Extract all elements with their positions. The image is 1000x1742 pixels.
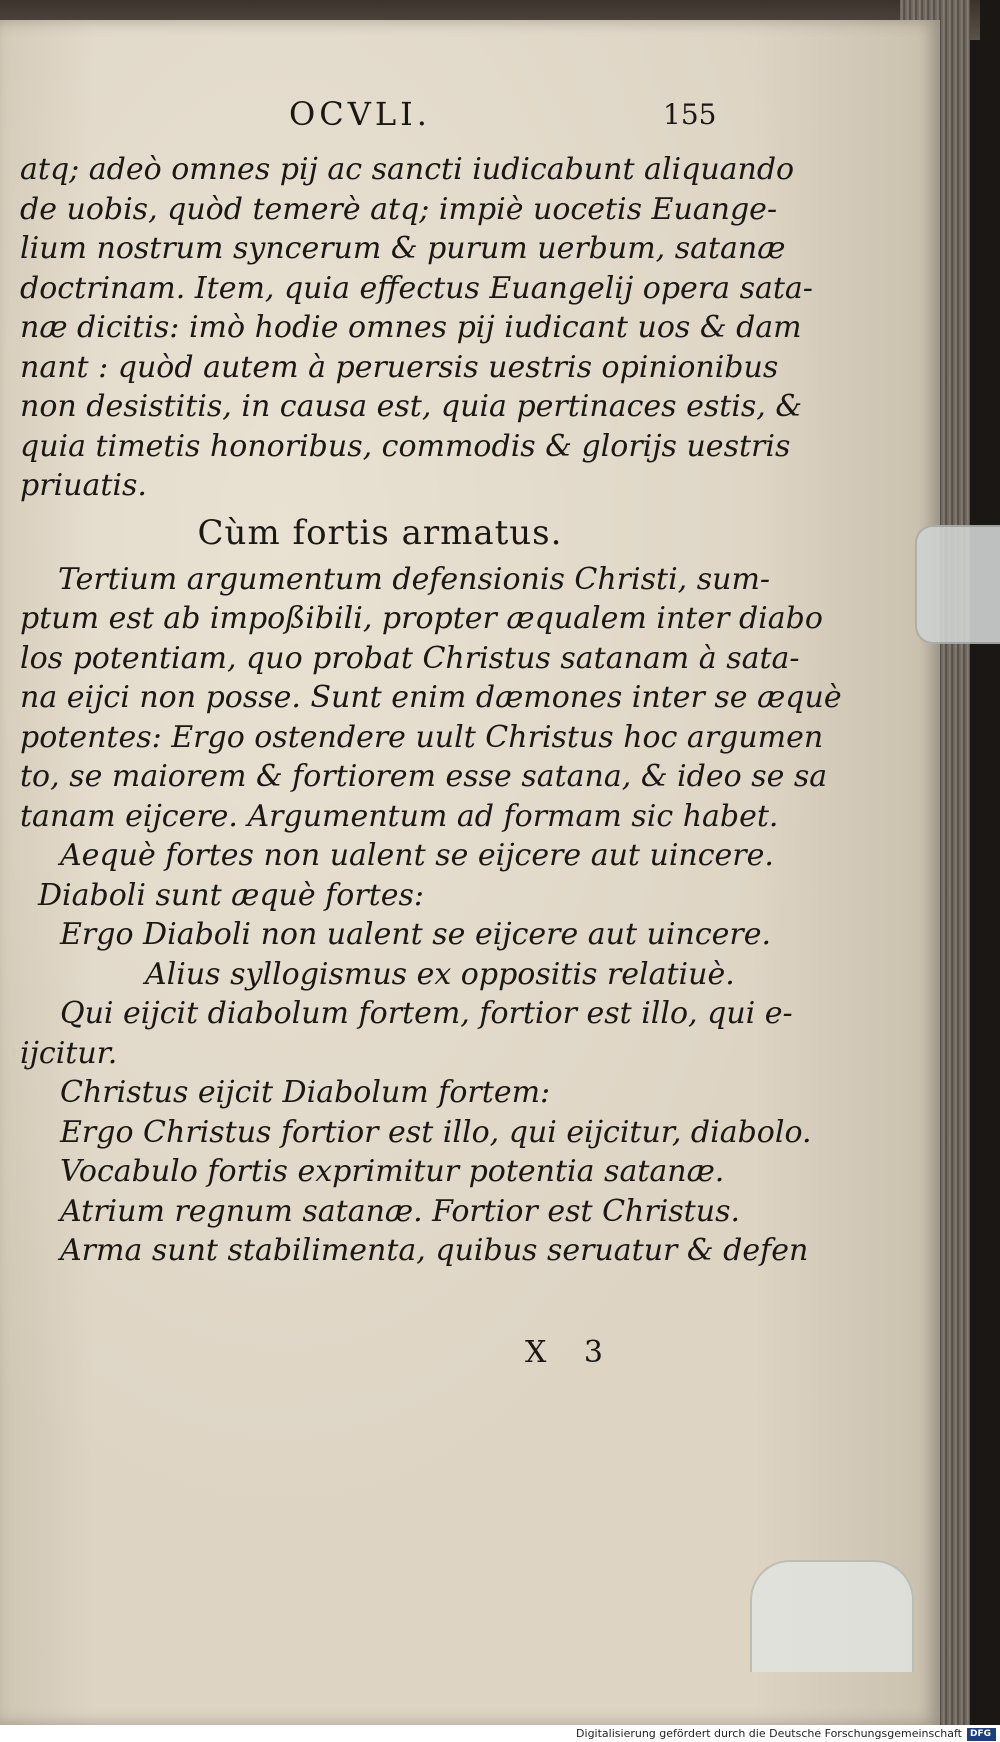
text-line: de uobis, quòd temerè atq; impiè uocetis Euange- [20,191,778,227]
text-line: tanam eijcere. Argumentum ad formam sic habet. [20,798,779,834]
text-line: ptum est ab impoßibili, propter æqualem inter diabo [20,601,823,636]
page-text [20,150,842,1271]
digitization-footer [0,1725,1000,1742]
signature-mark: X 3 [525,1335,617,1370]
text-line: to, se maiorem & fortiorem esse satana, & ideo se sa [20,759,828,794]
running-head: OCVLI. [289,95,431,133]
page-clip-lower [750,1560,914,1672]
text-line: priuatis. [20,468,147,503]
dfg-logo-icon: DFG [967,1728,996,1741]
syllogism-line: Aequè fortes non ualent se eijcere aut uincere. [60,838,774,873]
text-line: næ dicitis: imò hodie omnes pij iudicant uos & dam [20,310,802,345]
gloss-line: Arma sunt stabilimenta, quibus seruatur & defen [60,1233,809,1268]
text-line: na eijci non posse. Sunt enim dæmones inter se æquè [20,680,842,715]
gloss-line: Atrium regnum satanæ. Fortior est Christus. [60,1193,740,1229]
text-line: lium nostrum syncerum & purum uerbum, satanæ [20,231,786,266]
text-line: Tertium argumentum defensionis Christi, sum- [58,561,771,597]
footer-credit: Digitalisierung gefördert durch die Deutsche Forschungsgemeinschaft [576,1727,962,1740]
syllogism-line: Diaboli sunt æquè fortes: [38,877,424,913]
syllogism-line: Christus eijcit Diabolum fortem: [60,1075,551,1110]
text-line: nant : quòd autem à peruersis uestris opinionibus [20,349,779,385]
gloss-line: Vocabulo fortis exprimitur potentia satanæ. [60,1154,725,1189]
text-line: non desistitis, in causa est, quia pertinaces estis, & [20,389,803,424]
page-clip-upper [915,525,1000,644]
page-number: 155 [663,98,717,131]
syllogism-line: ijcitur. [20,1035,118,1071]
syllogism-title: Alius syllogismus ex oppositis relatiuè. [145,956,735,992]
section-heading: Cùm fortis armatus. [197,512,563,553]
text-line: potentes: Ergo ostendere uult Christus hoc argumen [20,719,824,755]
syllogism-line: Ergo Christus fortior est illo, qui eijcitur, diabolo. [60,1114,812,1150]
syllogism-line: Ergo Diaboli non ualent se eijcere aut uincere. [60,917,772,952]
text-line: quia timetis honoribus, commodis & glorijs uestris [20,428,791,464]
text-line: atq; adeò omnes pij ac sancti iudicabunt aliquando [20,152,795,187]
text-line: los potentiam, quo probat Christus satanam à sata- [20,640,800,676]
syllogism-line: Qui eijcit diabolum fortem, fortior est illo, qui e- [60,996,793,1031]
text-line: doctrinam. Item, quia effectus Euangelij opera sata- [20,270,813,306]
